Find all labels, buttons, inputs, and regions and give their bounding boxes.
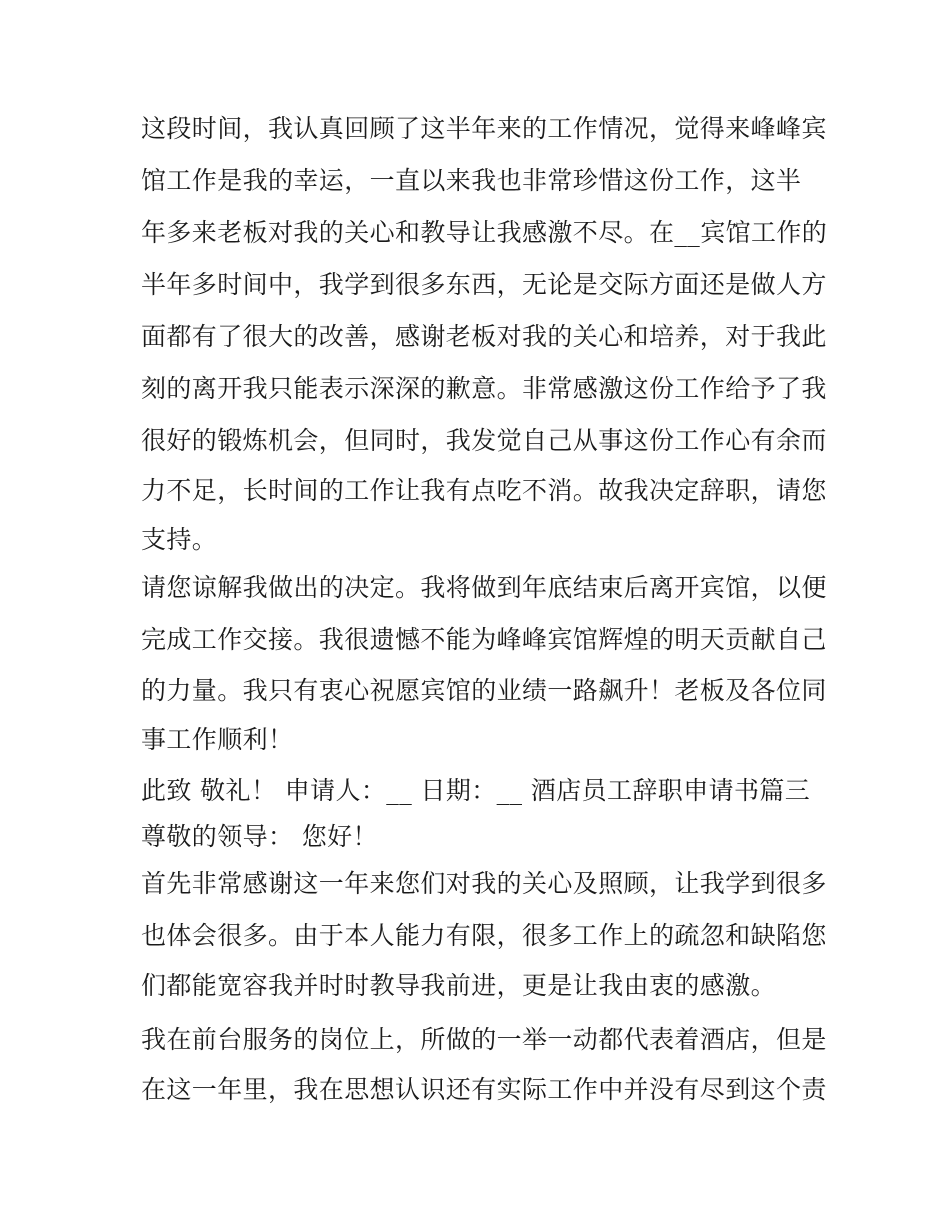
- text-line: 刻的离开我只能表示深深的歉意。非常感激这份工作给予了我: [141, 374, 827, 403]
- text-line: 在这一年里，我在思想认识还有实际工作中并没有尽到这个责: [141, 1075, 827, 1104]
- text-line: 我在前台服务的岗位上，所做的一举一动都代表着酒店，但是: [141, 1025, 827, 1054]
- text-line: 完成工作交接。我很遗憾不能为峰峰宾馆辉煌的明天贡献自己: [141, 625, 827, 654]
- text-line: 尊敬的领导： 您好！: [141, 822, 378, 851]
- text-line: 这段时间，我认真回顾了这半年来的工作情况，觉得来峰峰宾: [141, 114, 827, 143]
- text-line: 们都能宽容我并时时教导我前进，更是让我由衷的感激。: [141, 971, 777, 1000]
- text-line: 的力量。我只有衷心祝愿宾馆的业绩一路飙升！老板及各位同: [141, 676, 827, 705]
- text-line: 馆工作是我的幸运，一直以来我也非常珍惜这份工作，这半: [141, 166, 802, 195]
- text-line: 也体会很多。由于本人能力有限，很多工作上的疏忽和缺陷您: [141, 921, 827, 950]
- text-line: 力不足，长时间的工作让我有点吃不消。故我决定辞职，请您: [141, 476, 827, 505]
- text-line: 支持。: [141, 525, 218, 554]
- text-line: 请您谅解我做出的决定。我将做到年底结束后离开宾馆，以便: [141, 573, 827, 602]
- text-line: 很好的锻炼机会，但同时，我发觉自己从事这份工作心有余而: [141, 426, 827, 455]
- text-line: 年多来老板对我的关心和教导让我感激不尽。在__宾馆工作的: [141, 218, 828, 247]
- text-line: 首先非常感谢这一年来您们对我的关心及照顾，让我学到很多: [141, 869, 827, 898]
- text-line: 此致 敬礼！ 申请人：__ 日期：__ 酒店员工辞职申请书篇三: [141, 776, 811, 805]
- text-line: 事工作顺利！: [141, 725, 294, 754]
- text-line: 半年多时间中，我学到很多东西，无论是交际方面还是做人方: [141, 270, 827, 299]
- text-line: 面都有了很大的改善，感谢老板对我的关心和培养，对于我此: [141, 322, 827, 351]
